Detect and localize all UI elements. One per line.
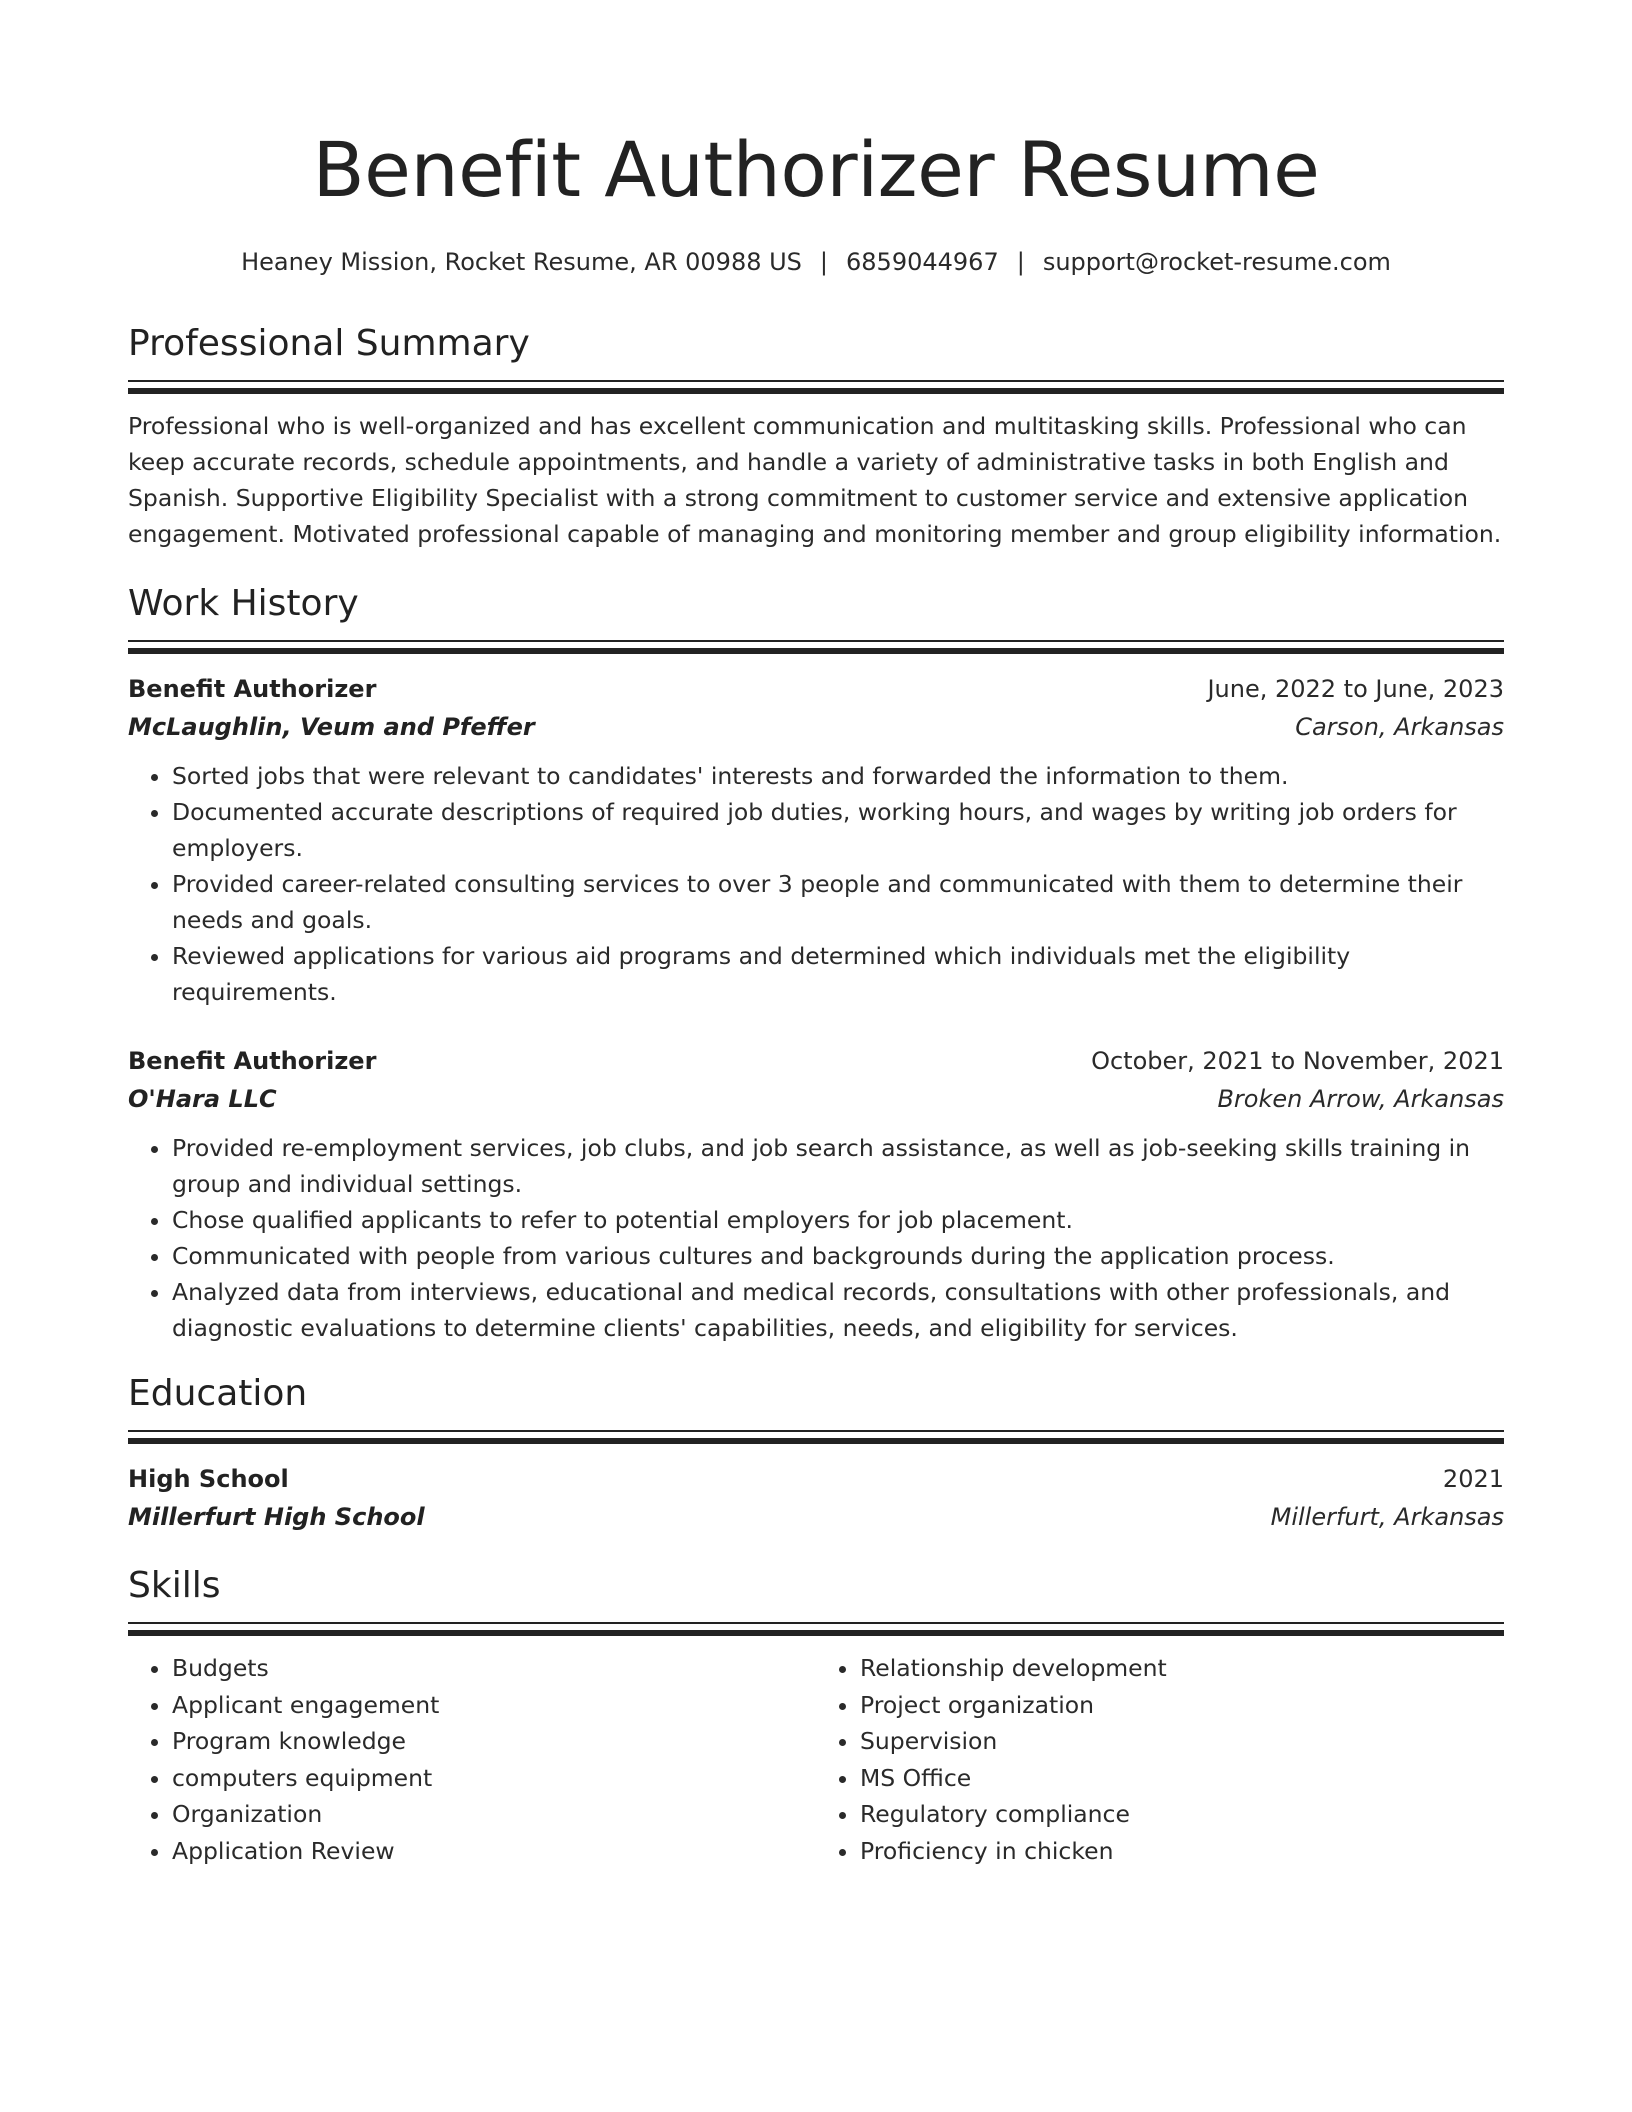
skill-item: • Program knowledge bbox=[172, 1723, 816, 1760]
skills-columns bbox=[128, 1650, 1504, 1869]
education-header-row bbox=[128, 1460, 1504, 1498]
education-heading: Education bbox=[128, 1373, 308, 1414]
skill-item: • Organization bbox=[172, 1796, 816, 1833]
job-entry bbox=[128, 1042, 1504, 1346]
job-header-row bbox=[128, 670, 1504, 708]
job-dates: October, 2021 to November, 2021 bbox=[1091, 1047, 1504, 1075]
job-bullet: • Documented accurate descriptions of required job duties, working hours, and wages by writing job orders for employers. bbox=[172, 794, 1504, 866]
job-bullet: • Sorted jobs that were relevant to candidates' interests and forwarded the information to them. bbox=[172, 758, 1504, 794]
job-location: Carson, Arkansas bbox=[1295, 713, 1504, 741]
skill-item: • Budgets bbox=[172, 1650, 816, 1687]
skills-section bbox=[128, 1562, 1504, 1869]
education-location: Millerfurt, Arkansas bbox=[1270, 1503, 1504, 1531]
work-heading: Work History bbox=[128, 583, 359, 624]
section-rule-thin bbox=[128, 1622, 1504, 1624]
job-bullets bbox=[128, 758, 1504, 1010]
education-degree: High School bbox=[128, 1465, 289, 1493]
job-location: Broken Arrow, Arkansas bbox=[1217, 1085, 1504, 1113]
skill-item: • Supervision bbox=[860, 1723, 1504, 1760]
skills-list-right bbox=[816, 1650, 1504, 1869]
skill-item: • Regulatory compliance bbox=[860, 1796, 1504, 1833]
skill-item: • Applicant engagement bbox=[172, 1687, 816, 1724]
job-company: O'Hara LLC bbox=[128, 1085, 277, 1113]
education-entry bbox=[128, 1460, 1504, 1536]
contact-separator: | bbox=[819, 248, 829, 276]
section-rule-thick bbox=[128, 388, 1504, 394]
contact-line bbox=[128, 246, 1504, 278]
job-bullet: • Provided re-employment services, job clubs, and job search assistance, as well as job-seeking skills training in group and individual settings. bbox=[172, 1130, 1504, 1202]
contact-address: Heaney Mission, Rocket Resume, AR 00988 US bbox=[241, 248, 802, 276]
skill-item: • Application Review bbox=[172, 1833, 816, 1870]
skill-item: • computers equipment bbox=[172, 1760, 816, 1797]
summary-section bbox=[128, 320, 1504, 552]
job-header-row bbox=[128, 1042, 1504, 1080]
section-rule-thin bbox=[128, 1430, 1504, 1432]
job-bullet: • Reviewed applications for various aid programs and determined which individuals met the eligibility requirements. bbox=[172, 938, 1504, 1010]
work-section bbox=[128, 580, 1504, 1346]
section-rule-thick bbox=[128, 1630, 1504, 1636]
summary-text: Professional who is well-organized and has excellent communication and multitasking skills. Professional who can keep accurate records, schedule appointments, and handle a variety of administrative tasks in both English and Spanish. Supportive Eligibility Specialist with a strong commitment to customer service and extensive application engagement. Motivated professional capable of managing and monitoring member and group eligibility information. bbox=[128, 412, 1502, 548]
section-rule-thick bbox=[128, 648, 1504, 654]
section-rule-thin bbox=[128, 640, 1504, 642]
contact-phone: 6859044967 bbox=[846, 248, 999, 276]
education-section bbox=[128, 1370, 1504, 1536]
skills-list-left bbox=[128, 1650, 816, 1869]
skills-heading: Skills bbox=[128, 1565, 221, 1606]
education-school-row bbox=[128, 1498, 1504, 1536]
job-dates: June, 2022 to June, 2023 bbox=[1207, 675, 1504, 703]
job-bullet: • Analyzed data from interviews, educational and medical records, consultations with other professionals, and diagnostic evaluations to determine clients' capabilities, needs, and eligibility for services. bbox=[172, 1274, 1504, 1346]
job-role: Benefit Authorizer bbox=[128, 1047, 377, 1075]
job-bullet: • Chose qualified applicants to refer to potential employers for job placement. bbox=[172, 1202, 1504, 1238]
resume-title: Benefit Authorizer Resume bbox=[312, 125, 1320, 214]
skill-item: • MS Office bbox=[860, 1760, 1504, 1797]
contact-separator: | bbox=[1016, 248, 1025, 276]
education-school: Millerfurt High School bbox=[128, 1503, 425, 1531]
education-year: 2021 bbox=[1442, 1465, 1504, 1493]
skill-item: • Project organization bbox=[860, 1687, 1504, 1724]
job-role: Benefit Authorizer bbox=[128, 675, 377, 703]
contact-email: support@rocket-resume.com bbox=[1042, 248, 1391, 276]
summary-heading: Professional Summary bbox=[128, 323, 530, 364]
job-company: McLaughlin, Veum and Pfeffer bbox=[128, 713, 535, 741]
job-bullet: • Communicated with people from various cultures and backgrounds during the application process. bbox=[172, 1238, 1504, 1274]
skill-item: • Relationship development bbox=[860, 1650, 1504, 1687]
section-rule-thick bbox=[128, 1438, 1504, 1444]
job-bullet: • Provided career-related consulting services to over 3 people and communicated with them to determine their needs and goals. bbox=[172, 866, 1504, 938]
skill-item: • Proficiency in chicken bbox=[860, 1833, 1504, 1870]
job-company-row bbox=[128, 1080, 1504, 1118]
job-bullets bbox=[128, 1130, 1504, 1346]
job-company-row bbox=[128, 708, 1504, 746]
job-entry bbox=[128, 670, 1504, 1010]
section-rule-thin bbox=[128, 380, 1504, 382]
